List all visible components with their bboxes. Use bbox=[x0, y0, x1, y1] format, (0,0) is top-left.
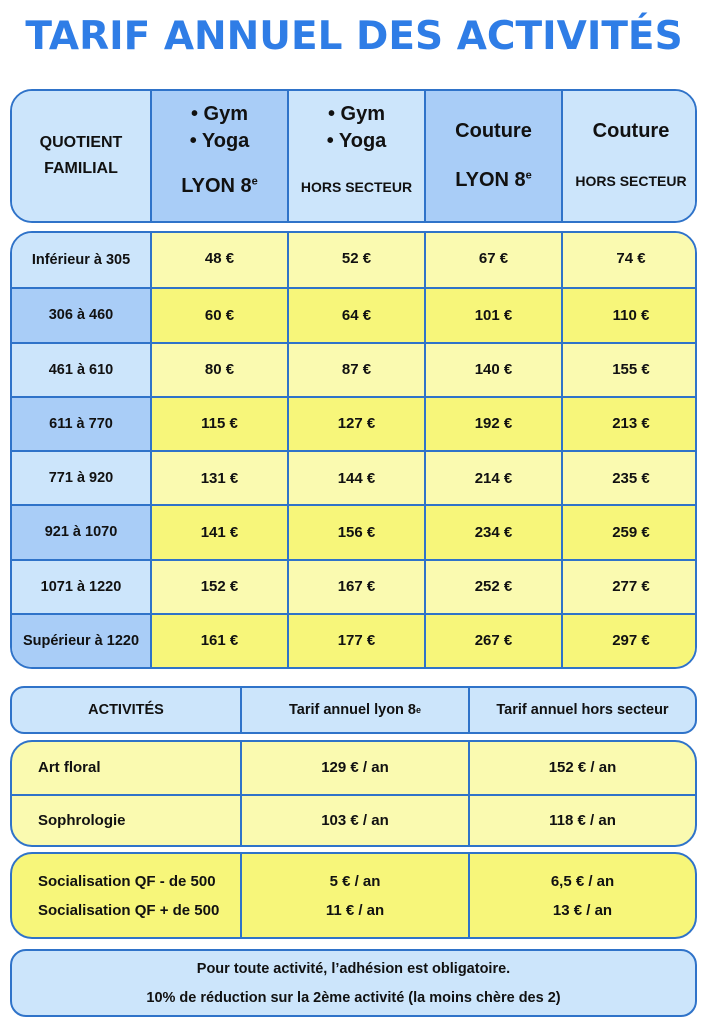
header-bullet-yoga: • Yoga bbox=[189, 130, 250, 152]
header-activity: Couture bbox=[592, 120, 670, 142]
price-cell: 140 € bbox=[424, 342, 561, 396]
activity-price-hors: 118 € / an bbox=[468, 794, 695, 846]
price-cell: 297 € bbox=[561, 613, 697, 667]
footer-line-2: 10% de réduction sur la 2ème activité (la moins chère des 2) bbox=[146, 990, 561, 1006]
price-cell: 177 € bbox=[287, 613, 424, 667]
footer-note bbox=[10, 949, 697, 1017]
price-cell: 80 € bbox=[150, 342, 287, 396]
header-bullet-gym: • Gym bbox=[190, 103, 249, 125]
footer-line-1: Pour toute activité, l’adhésion est obligatoire. bbox=[196, 961, 511, 977]
price-cell: 259 € bbox=[561, 504, 697, 558]
price-cell: 48 € bbox=[150, 233, 287, 287]
page-title: TARIF ANNUEL DES ACTIVITÉS bbox=[25, 14, 683, 59]
qf-range-label: 771 à 920 bbox=[12, 450, 150, 504]
qf-label-line2: FAMILIAL bbox=[44, 160, 118, 177]
price-cell: 101 € bbox=[424, 287, 561, 341]
activity-name: Art floral bbox=[38, 759, 101, 777]
price-cell: 214 € bbox=[424, 450, 561, 504]
price-cell: 167 € bbox=[287, 559, 424, 613]
activities-col-label: ACTIVITÉS bbox=[88, 702, 164, 718]
header-bullet-gym: • Gym bbox=[327, 103, 386, 125]
header-zone: HORS SECTEUR bbox=[575, 173, 687, 189]
activity-name: Socialisation QF - de 500 bbox=[38, 872, 216, 890]
price-cell: 161 € bbox=[150, 613, 287, 667]
activity-price-lyon: 103 € / an bbox=[240, 794, 468, 846]
price-cell: 60 € bbox=[150, 287, 287, 341]
price-cell: 156 € bbox=[287, 504, 424, 558]
price-cell: 152 € bbox=[150, 559, 287, 613]
activities-col-hors: Tarif annuel hors secteur bbox=[468, 688, 695, 732]
qf-range-label: 1071 à 1220 bbox=[12, 559, 150, 613]
header-couture-lyon bbox=[424, 91, 561, 221]
header-qf-cell bbox=[12, 91, 150, 221]
price-cell: 115 € bbox=[150, 396, 287, 450]
activity-price-lyon: 5 € / an bbox=[240, 854, 468, 896]
price-cell: 110 € bbox=[561, 287, 697, 341]
header-activity: Couture bbox=[455, 120, 532, 142]
qf-range-label: Supérieur à 1220 bbox=[12, 613, 150, 667]
price-cell: 52 € bbox=[287, 233, 424, 287]
price-cell: 192 € bbox=[424, 396, 561, 450]
price-cell: 234 € bbox=[424, 504, 561, 558]
activity-name: Socialisation QF + de 500 bbox=[38, 901, 220, 919]
price-cell: 127 € bbox=[287, 396, 424, 450]
price-cell: 141 € bbox=[150, 504, 287, 558]
activities-group-1 bbox=[10, 740, 697, 847]
activity-name: Sophrologie bbox=[12, 794, 240, 846]
activity-price-hors: 13 € / an bbox=[468, 896, 695, 938]
price-cell: 64 € bbox=[287, 287, 424, 341]
price-cell: 235 € bbox=[561, 450, 697, 504]
table-header bbox=[10, 89, 697, 223]
price-cell: 144 € bbox=[287, 450, 424, 504]
price-cell: 277 € bbox=[561, 559, 697, 613]
price-cell: 131 € bbox=[150, 450, 287, 504]
price-cell: 213 € bbox=[561, 396, 697, 450]
activity-price-hors: 152 € / an bbox=[468, 742, 695, 794]
qf-range-label: Inférieur à 305 bbox=[12, 233, 150, 287]
header-zone: LYON 8e bbox=[455, 169, 532, 191]
activities-header bbox=[10, 686, 697, 734]
price-cell: 252 € bbox=[424, 559, 561, 613]
price-cell: 267 € bbox=[424, 613, 561, 667]
header-zone: LYON 8e bbox=[181, 175, 258, 197]
header-gym-hors bbox=[287, 91, 424, 221]
activity-price-hors: 6,5 € / an bbox=[468, 854, 695, 896]
price-cell: 87 € bbox=[287, 342, 424, 396]
price-cell: 67 € bbox=[424, 233, 561, 287]
header-couture-hors bbox=[561, 91, 697, 221]
header-zone: HORS SECTEUR bbox=[300, 179, 413, 195]
qf-range-label: 461 à 610 bbox=[12, 342, 150, 396]
qf-range-label: 611 à 770 bbox=[12, 396, 150, 450]
qf-range-label: 921 à 1070 bbox=[12, 504, 150, 558]
activities-group-2 bbox=[10, 852, 697, 939]
activity-price-lyon: 11 € / an bbox=[240, 896, 468, 938]
price-cell: 155 € bbox=[561, 342, 697, 396]
activity-price-lyon: 129 € / an bbox=[240, 742, 468, 794]
price-table bbox=[10, 231, 697, 669]
qf-range-label: 306 à 460 bbox=[12, 287, 150, 341]
activities-col-lyon: Tarif annuel lyon 8 e bbox=[240, 688, 468, 732]
price-cell: 74 € bbox=[561, 233, 697, 287]
header-gym-lyon bbox=[150, 91, 287, 221]
qf-label-line1: QUOTIENT bbox=[39, 134, 123, 151]
header-bullet-yoga: • Yoga bbox=[326, 130, 387, 152]
